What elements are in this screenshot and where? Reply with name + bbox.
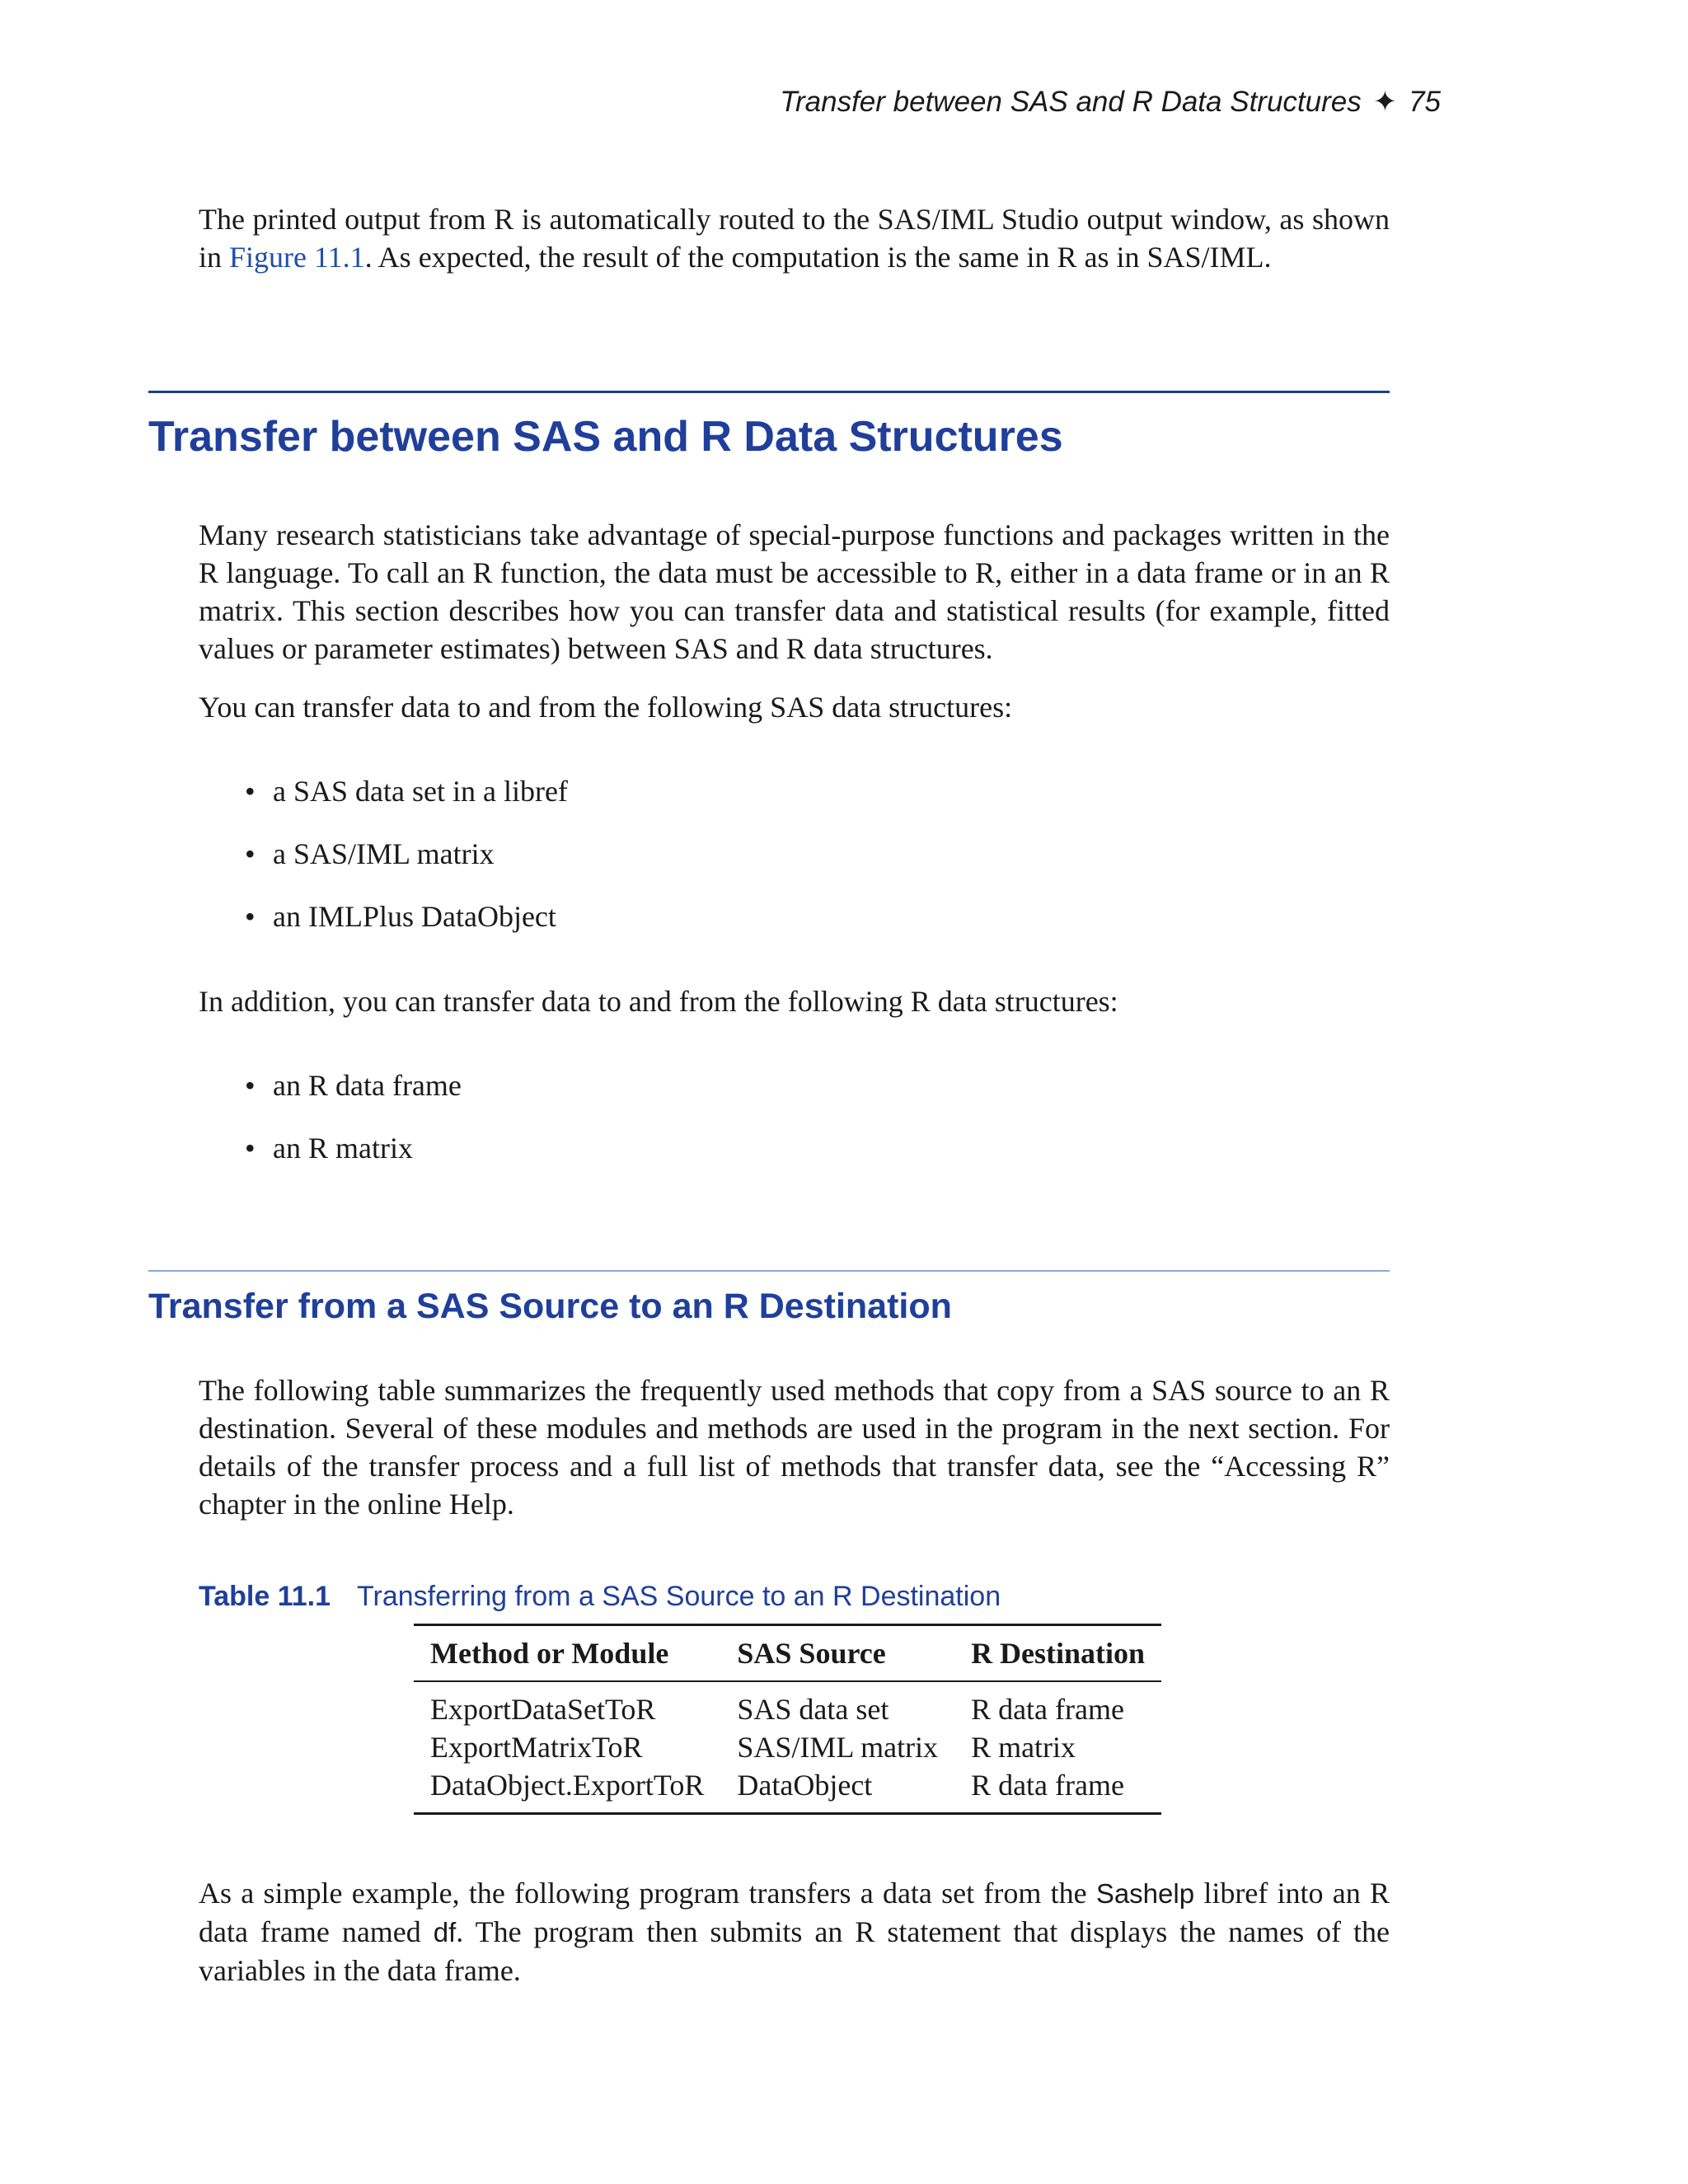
table-cell: DataObject — [737, 1769, 873, 1802]
intro-text-2: . As expected, the result of the computation is the same in R as in SAS/IML. — [364, 241, 1272, 274]
intro-paragraph — [199, 200, 1390, 276]
diamond-separator-icon: ✦ — [1372, 86, 1398, 118]
list-item — [199, 835, 568, 898]
table-number: Table 11.1 — [199, 1581, 331, 1612]
subsection-rule — [148, 1270, 1390, 1272]
section-rule — [148, 391, 1390, 393]
bullet-icon: • — [245, 1132, 256, 1165]
list-item-text: a SAS/IML matrix — [273, 837, 495, 870]
r-structures-list — [199, 1066, 462, 1192]
table-cell: DataObject.ExportToR — [430, 1769, 705, 1802]
section-title: Transfer between SAS and R Data Structures — [148, 413, 1063, 461]
list-item-text: a SAS data set in a libref — [273, 775, 568, 808]
section2-paragraph-1: The following table summarizes the frequently used methods that copy from a SAS source to an R destination. Several of these modules and methods are used in the program in the next section. For details of the transfer process and a full list of methods that transfer data, see the “Accessing R” chapter in the online Help. — [199, 1374, 1390, 1521]
bullet-icon: • — [245, 900, 256, 933]
table-header-row — [414, 1625, 1161, 1682]
list-item-text: an IMLPlus DataObject — [273, 900, 556, 933]
bullet-icon: • — [245, 837, 256, 870]
section1-paragraph-1: Many research statisticians take advantage of special-purpose functions and packages written in the R language. To call an R function, the data must be accessible to R, either in a data frame or in an R matrix. This section describes how you can transfer data and statistical results (for example, fitted values or parameter estimates) between SAS and R data structures. — [199, 518, 1390, 665]
section1-paragraph-2: You can transfer data to and from the following SAS data structures: — [199, 691, 1013, 724]
page-number: 75 — [1409, 86, 1441, 118]
transfer-methods-table — [414, 1624, 1161, 1815]
table-row — [414, 1728, 1161, 1766]
table-cell: R matrix — [971, 1731, 1076, 1764]
para-text: . The program then submits an R statement that displays the names of the variables in the data frame. — [199, 1915, 1390, 1987]
subsection-title: Transfer from a SAS Source to an R Destination — [148, 1286, 952, 1326]
list-item — [199, 898, 568, 960]
table-caption — [199, 1581, 1001, 1613]
figure-link[interactable]: Figure 11.1 — [229, 241, 365, 274]
list-item-text: an R matrix — [273, 1132, 413, 1165]
table-caption-text: Transferring from a SAS Source to an R Destination — [357, 1581, 1001, 1612]
list-item — [199, 1129, 462, 1192]
para-text: As a simple example, the following program transfers a data set from the — [199, 1877, 1096, 1910]
table-cell: SAS/IML matrix — [737, 1731, 939, 1764]
section1-paragraph-3: In addition, you can transfer data to and from the following R data structures: — [199, 985, 1118, 1018]
table-cell: SAS data set — [737, 1693, 889, 1726]
intro-text-1: The printed output from R is automatically routed to the SAS/IML Studio output window, as shown in — [199, 203, 1390, 274]
column-header: SAS Source — [720, 1625, 954, 1682]
column-header: R Destination — [954, 1625, 1161, 1682]
table-cell: R data frame — [971, 1693, 1124, 1726]
list-item — [199, 772, 568, 835]
list-item-text: an R data frame — [273, 1069, 462, 1102]
table-cell: R data frame — [971, 1769, 1124, 1802]
sas-structures-list — [199, 772, 568, 960]
column-header: Method or Module — [414, 1625, 720, 1682]
table-row — [414, 1681, 1161, 1728]
table-cell: ExportDataSetToR — [430, 1693, 656, 1726]
code-df: df — [433, 1917, 457, 1947]
running-header — [0, 86, 1441, 119]
running-title: Transfer between SAS and R Data Structures — [780, 86, 1362, 118]
bullet-icon: • — [245, 775, 256, 808]
table-row — [414, 1766, 1161, 1814]
bullet-icon: • — [245, 1069, 256, 1102]
para-text: libref into an R data frame named — [199, 1877, 1390, 1948]
list-item — [199, 1066, 462, 1129]
table-cell: ExportMatrixToR — [430, 1731, 643, 1764]
code-sashelp: Sashelp — [1095, 1878, 1195, 1909]
section2-paragraph-2 — [199, 1874, 1390, 1990]
